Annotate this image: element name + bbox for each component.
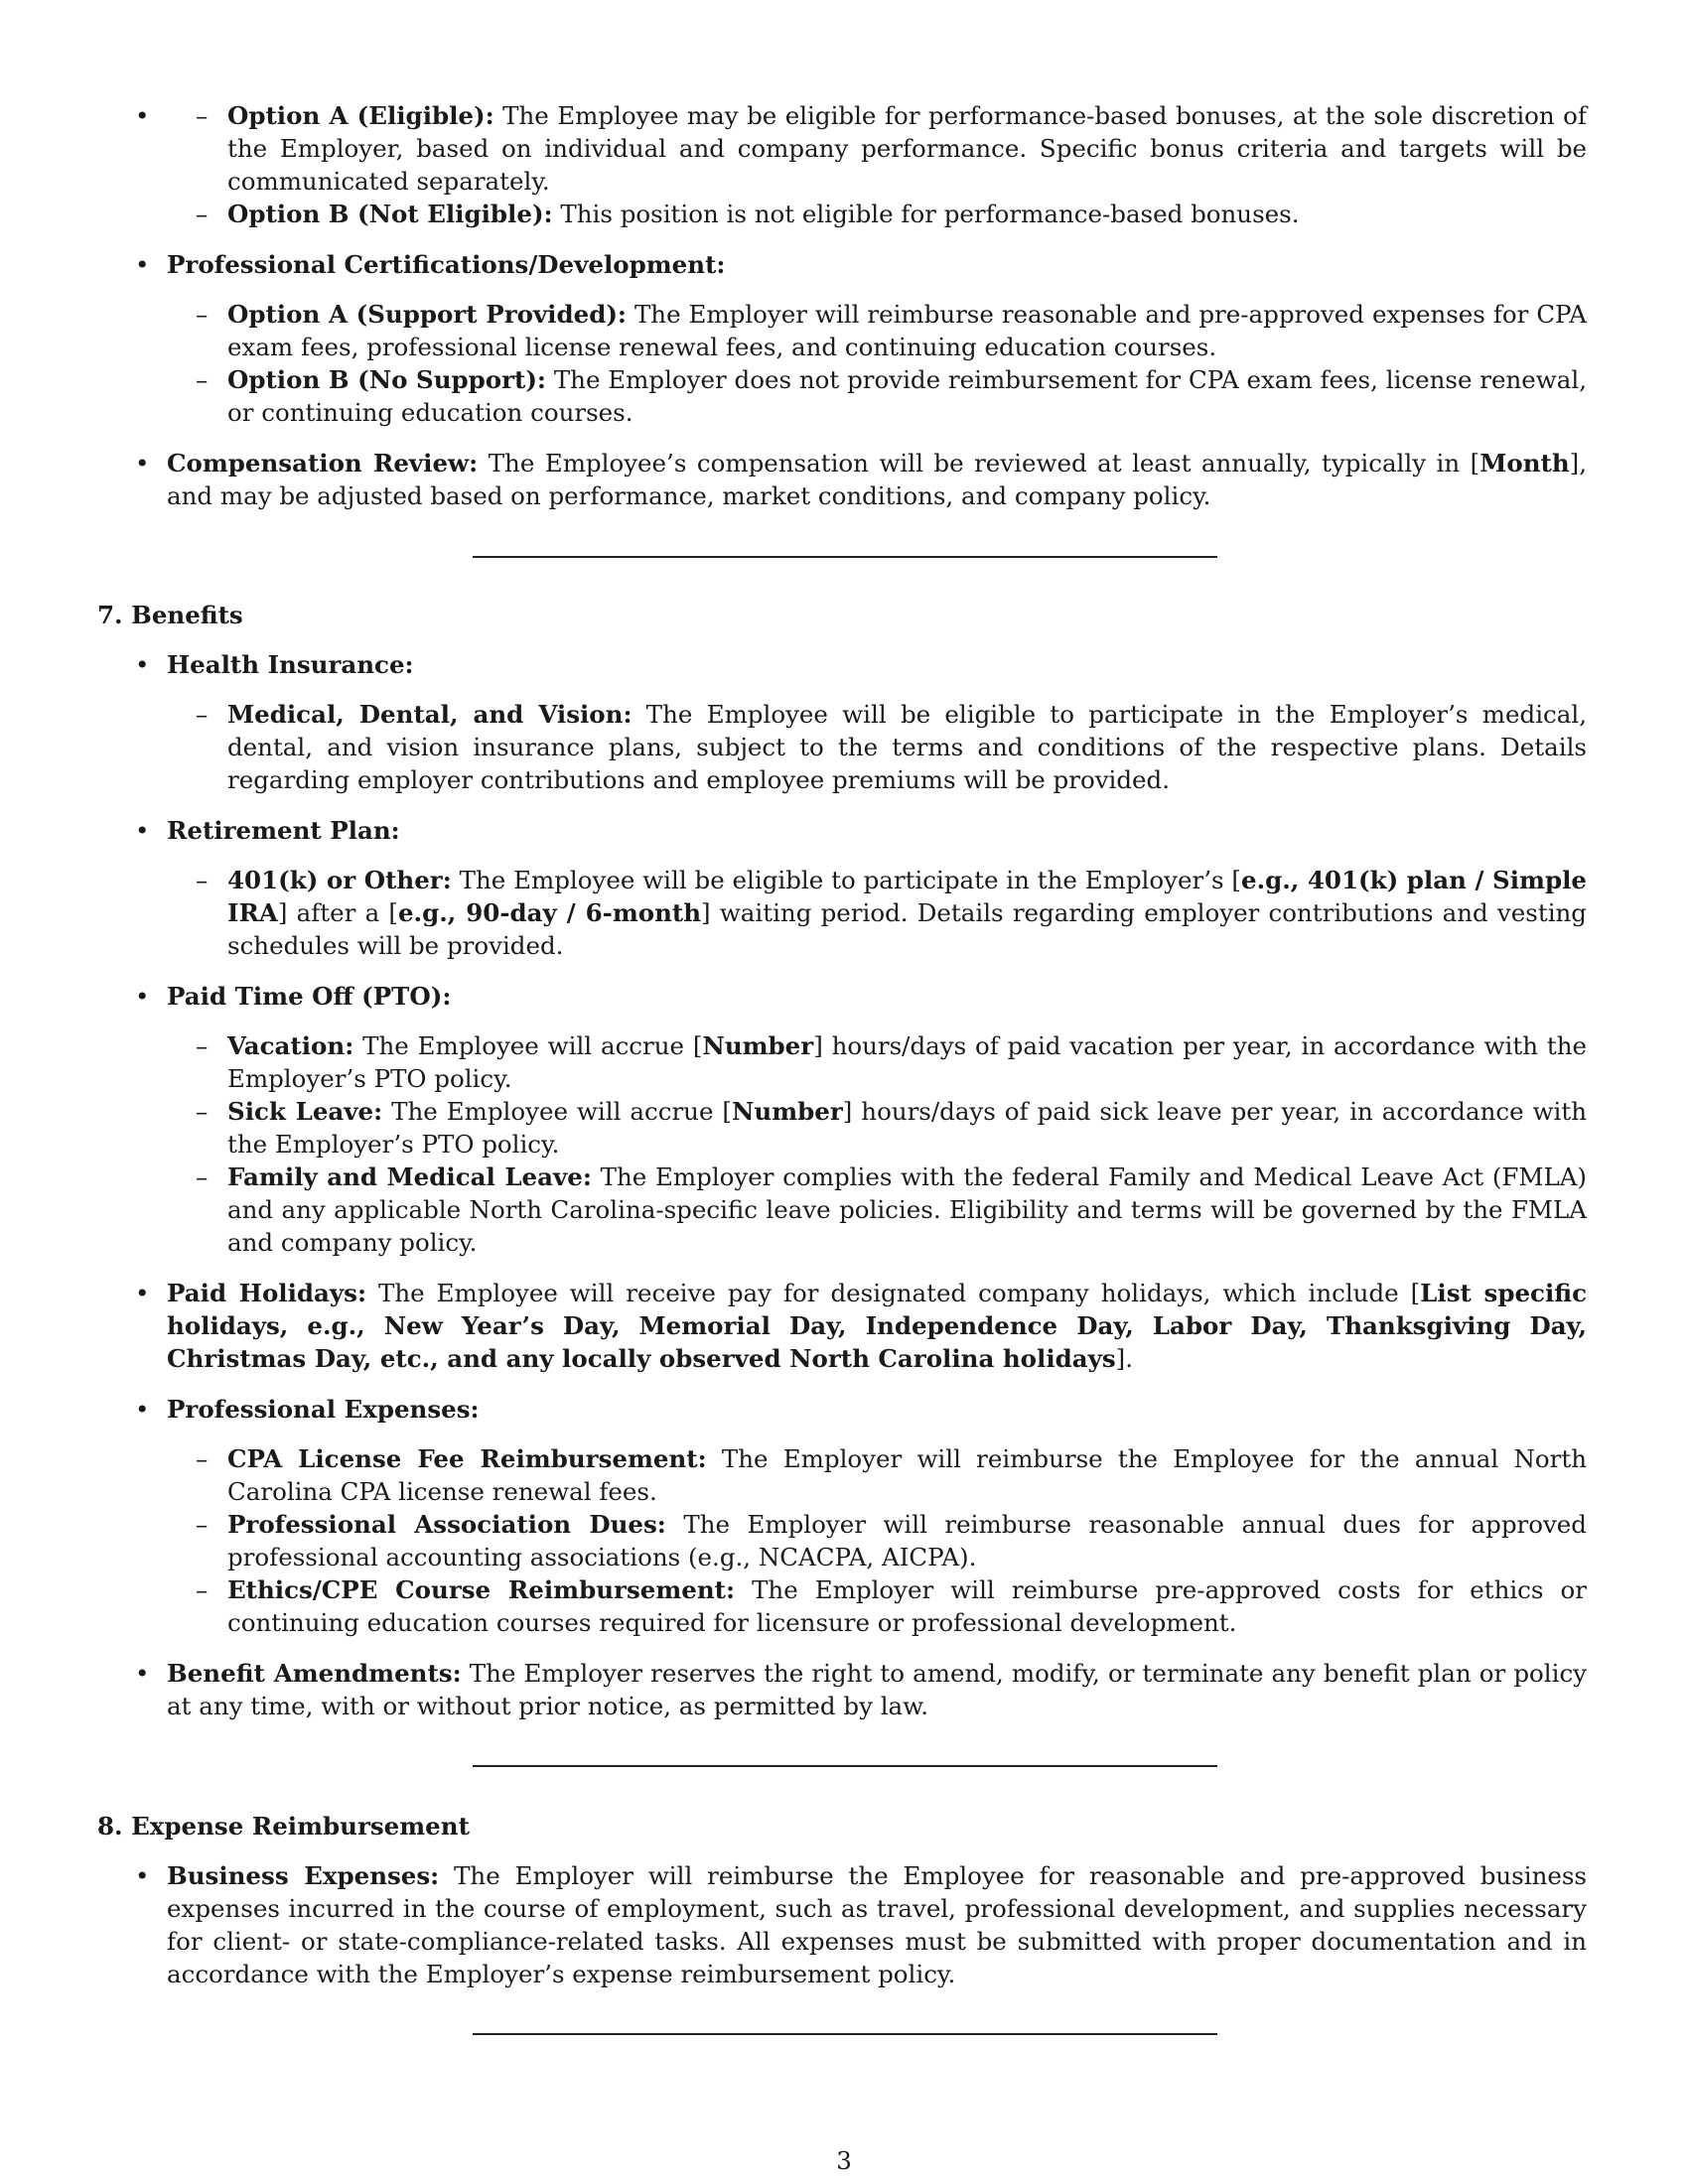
- compensation-continuation: [97, 99, 1587, 530]
- hol-text-1: The Employee will receive pay for designated company holidays, which include [: [377, 1279, 1421, 1307]
- bonus-options: [167, 99, 1587, 230]
- section-divider: [473, 1765, 1217, 1767]
- compensation-review-item: [167, 447, 1587, 512]
- retire-label: Retirement Plan:: [167, 816, 400, 845]
- cpa-text: The Employer will reimburse the Employee for the annual North Carolina CPA license renewal fees.: [227, 1444, 1588, 1506]
- certifications-item: [167, 248, 1587, 429]
- sick-label: Sick Leave:: [227, 1097, 383, 1126]
- vac-number: Number: [702, 1031, 814, 1060]
- amend-label: Benefit Amendments:: [167, 1659, 462, 1688]
- amend-text: The Employer reserves the right to amend, modify, or terminate any benefit plan or policy at any time, with or without prior notice, as permitted by law.: [167, 1659, 1588, 1720]
- sick-text-2: ] hours/days of paid sick leave per year, in accordance with the Employer’s PTO policy.: [227, 1097, 1587, 1159]
- bonus-item: [167, 99, 1587, 230]
- certs-option-a: [227, 298, 1587, 363]
- k401-label: 401(k) or Other:: [227, 866, 452, 894]
- sick-leave-item: [227, 1095, 1587, 1160]
- biz-label: Business Expenses:: [167, 1861, 440, 1890]
- hol-label: Paid Holidays:: [167, 1279, 366, 1307]
- hol-list: List specific holidays, e.g., New Year’s Day, Memorial Day, Independence Day, Labor Day, Thanksgiving Day, Christmas Day, etc., and any locally observed North Carolina holidays: [167, 1279, 1588, 1373]
- section-divider: [473, 556, 1217, 558]
- pto-options: [167, 1029, 1587, 1259]
- k401-wait: e.g., 90-day / 6-month: [397, 898, 702, 927]
- comp-month: Month: [1479, 449, 1570, 478]
- vac-text-2: ] hours/days of paid vacation per year, in accordance with the Employer’s PTO policy.: [227, 1031, 1587, 1093]
- professional-expenses-item: [167, 1393, 1587, 1639]
- ethics-item: [227, 1573, 1587, 1639]
- k401-item: [227, 864, 1587, 962]
- pto-label: Paid Time Off (PTO):: [167, 982, 452, 1011]
- paid-holidays-item: [167, 1277, 1587, 1375]
- benefits-list: [97, 648, 1587, 1722]
- bonus-b-label: Option B (Not Eligible):: [227, 200, 553, 228]
- ethics-text: The Employer will reimburse pre-approved costs for ethics or continuing education courses required for licensure or professional development.: [227, 1575, 1587, 1637]
- vac-text-1: The Employee will accrue [: [362, 1031, 703, 1060]
- dues-text: The Employer will reimburse reasonable annual dues for approved professional accounting associations (e.g., NCACPA, AICPA).: [227, 1510, 1587, 1571]
- health-options: [167, 698, 1587, 796]
- sick-text-1: The Employee will accrue [: [391, 1097, 732, 1126]
- cpa-label: CPA License Fee Reimbursement:: [227, 1444, 707, 1473]
- k401-text-3: ] waiting period. Details regarding employer contributions and vesting schedules will be provided.: [227, 898, 1587, 960]
- k401-text-2: ] after a [: [277, 898, 398, 927]
- compensation-list: [97, 99, 1587, 512]
- fml-text: The Employer complies with the federal Family and Medical Leave Act (FMLA) and any applicable North Carolina-specific leave policies. Eligibility and terms will be governed by the FMLA and company policy.: [227, 1162, 1587, 1257]
- health-label: Health Insurance:: [167, 650, 414, 679]
- retirement-item: [167, 814, 1587, 962]
- sick-number: Number: [731, 1097, 843, 1126]
- dues-label: Professional Association Dues:: [227, 1510, 666, 1539]
- retirement-options: [167, 864, 1587, 962]
- bonus-option-b: [227, 198, 1587, 230]
- section-7-body: [97, 648, 1587, 1740]
- fml-item: [227, 1160, 1587, 1259]
- hol-text-2: ].: [1115, 1344, 1134, 1373]
- section-8-heading: 8. Expense Reimbursement: [97, 1812, 470, 1841]
- biz-text: The Employer will reimburse the Employee for reasonable and pre-approved business expenses incurred in the course of employment, such as travel, professional development, and supplies necessary for client- or state-compliance-related tasks. All expenses must be submitted with proper documentation and in accordance with the Employer’s expense reimbursement policy.: [167, 1861, 1588, 1988]
- professional-expenses-options: [167, 1442, 1587, 1639]
- benefit-amendments-item: [167, 1657, 1587, 1722]
- k401-plan: e.g., 401(k) plan / Simple IRA: [227, 866, 1588, 927]
- fml-label: Family and Medical Leave:: [227, 1162, 592, 1191]
- pto-item: [167, 980, 1587, 1259]
- certs-a-label: Option A (Support Provided):: [227, 300, 627, 329]
- ethics-label: Ethics/CPE Course Reimbursement:: [227, 1575, 736, 1604]
- certs-option-b: [227, 363, 1587, 429]
- page-number: 3: [836, 2146, 852, 2175]
- section-7-heading: 7. Benefits: [97, 601, 243, 629]
- comp-text-1: The Employee’s compensation will be reviewed at least annually, typically in [: [488, 449, 1480, 478]
- vacation-item: [227, 1029, 1587, 1095]
- certifications-options: [167, 298, 1587, 429]
- expense-list: [97, 1859, 1587, 1990]
- bonus-a-label: Option A (Eligible):: [227, 101, 494, 130]
- section-divider: [473, 2033, 1217, 2035]
- certs-b-text: The Employer does not provide reimbursement for CPA exam fees, license renewal, or continuing education courses.: [227, 365, 1587, 427]
- business-expenses-item: [167, 1859, 1587, 1990]
- comp-text-2: ], and may be adjusted based on performance, market conditions, and company policy.: [167, 449, 1587, 510]
- mdv-label: Medical, Dental, and Vision:: [227, 700, 633, 729]
- mdv-item: [227, 698, 1587, 796]
- dues-item: [227, 1508, 1587, 1573]
- health-insurance-item: [167, 648, 1587, 796]
- k401-text-1: The Employee will be eligible to participate in the Employer’s [: [459, 866, 1241, 894]
- bonus-b-text: This position is not eligible for performance-based bonuses.: [560, 200, 1300, 228]
- vac-label: Vacation:: [227, 1031, 354, 1060]
- bonus-option-a: [227, 99, 1587, 198]
- certs-b-label: Option B (No Support):: [227, 365, 546, 394]
- cpa-item: [227, 1442, 1587, 1508]
- section-8-body: [97, 1859, 1587, 2008]
- certifications-label: Professional Certifications/Development:: [167, 250, 726, 279]
- prof-label: Professional Expenses:: [167, 1395, 480, 1424]
- comp-label: Compensation Review:: [167, 449, 479, 478]
- bonus-a-text: The Employee may be eligible for performance-based bonuses, at the sole discretion of the Employer, based on individual and company performance. Specific bonus criteria and targets will be communicated separately.: [227, 101, 1587, 196]
- mdv-text: The Employee will be eligible to participate in the Employer’s medical, dental, and vision insurance plans, subject to the terms and conditions of the respective plans. Details regarding employer contributions and employee premiums will be provided.: [227, 700, 1587, 794]
- certs-a-text: The Employer will reimburse reasonable and pre-approved expenses for CPA exam fees, professional license renewal fees, and continuing education courses.: [227, 300, 1587, 361]
